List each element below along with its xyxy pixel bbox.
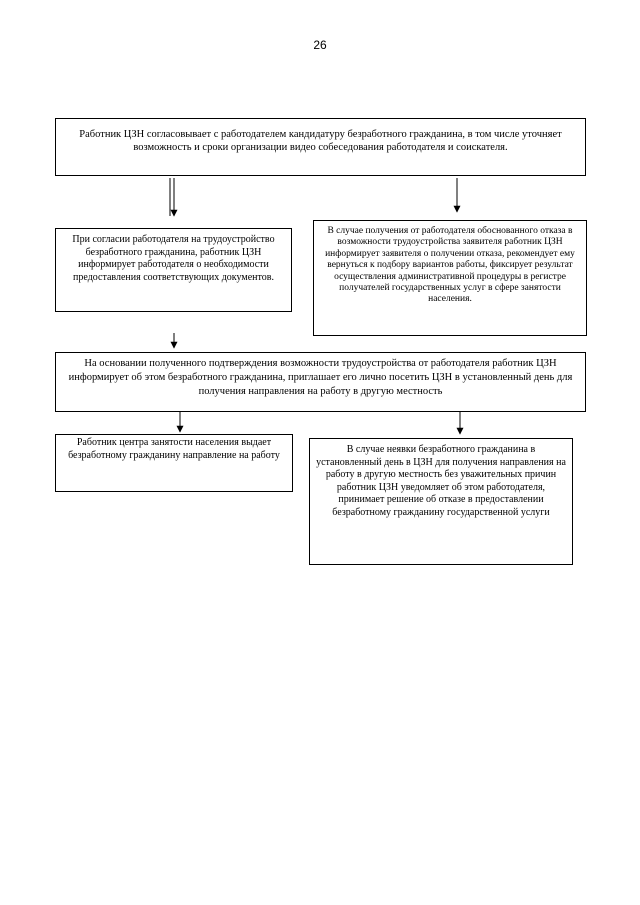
step3-text: На основании полученного подтверждения возможности трудоустройства от работодателя работник ЦЗН информирует об этом безработного гражданина, приглашает его лично посетить ЦЗН в установленный день для получения направления на работу в другую местность xyxy=(68,358,573,398)
step1-text: Работник ЦЗН согласовывает с работодателем кандидатуру безработного гражданина, в том числе уточняет возможность и сроки организации видео собеседования работодателя и соискателя. xyxy=(79,129,562,154)
page-number: 26 xyxy=(313,38,327,52)
step4-left-text: Работник центра занятости населения выдает безработному гражданину направление на работу xyxy=(68,437,280,461)
step4-right-text: В случае неявки безработного гражданина в установленный день в ЦЗН для получения направления на работу в другую местность без уважительных причин работник ЦЗН уведомляет об этом работодателя, принимает решение об отказе в предоставлении безработному гражданину государственной услуги xyxy=(316,444,566,518)
step1-box xyxy=(55,118,586,176)
step4-left-box xyxy=(55,434,293,492)
step4-right-box xyxy=(309,438,573,565)
step3-box xyxy=(55,352,586,412)
step2-right-text: В случае получения от работодателя обоснованного отказа в возможности трудоустройства заявителя работник ЦЗН информирует заявителя о получении отказа, рекомендует ему вернуться к подбору вариантов работы, фиксирует результат осуществления административной процедуры в регистре получателей государственных услуг в сфере занятости населения. xyxy=(325,226,575,305)
step2-left-text: При согласии работодателя на трудоустройство безработного гражданина, работник ЦЗН информирует работодателя о необходимости предоставления соответствующих документов. xyxy=(72,234,275,283)
step2-left-box xyxy=(55,228,292,312)
step2-right-box xyxy=(313,220,587,336)
